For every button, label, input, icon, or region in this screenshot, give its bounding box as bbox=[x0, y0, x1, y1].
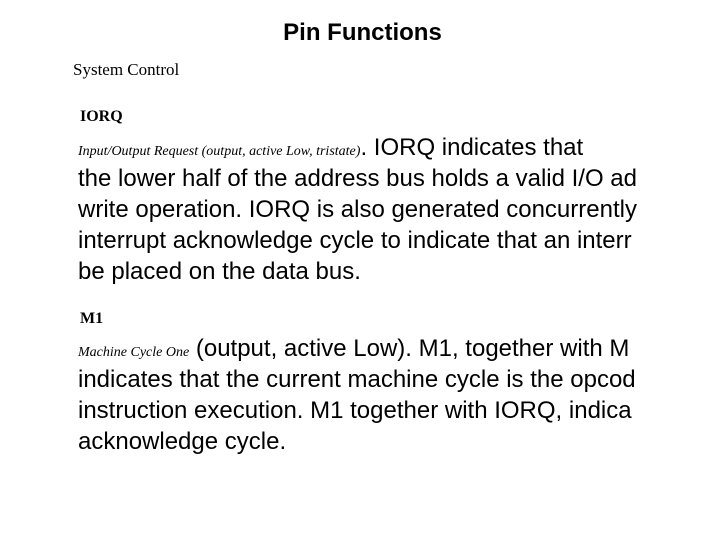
description-line: interrupt acknowledge cycle to indicate that an interr bbox=[78, 227, 632, 254]
pin-name-m1: M1 bbox=[80, 310, 104, 327]
description-text: . IORQ indicates that bbox=[360, 134, 584, 161]
page-title: Pin Functions bbox=[283, 19, 442, 46]
pin-name-iorq: IORQ bbox=[80, 108, 123, 125]
description-line: the lower half of the address bus holds a valid I/O ad bbox=[78, 165, 637, 192]
section-heading: System Control bbox=[73, 60, 180, 79]
pin-label-iorq: Input/Output Request (output, active Low, tristate) bbox=[78, 144, 361, 159]
description-line bbox=[78, 132, 720, 163]
description-text: (output, active Low). M1, together with M bbox=[189, 335, 630, 362]
description-line: acknowledge cycle. bbox=[78, 428, 287, 455]
pin-description-iorq bbox=[78, 132, 720, 287]
pin-label-m1: Machine Cycle One bbox=[78, 345, 190, 360]
description-line: instruction execution. M1 together with IORQ, indica bbox=[78, 397, 632, 424]
description-line: write operation. IORQ is also generated concurrently bbox=[78, 196, 637, 223]
description-line bbox=[78, 333, 720, 364]
pin-description-m1 bbox=[78, 333, 720, 457]
description-line: be placed on the data bus. bbox=[78, 258, 361, 285]
description-line: indicates that the current machine cycle is the opcod bbox=[78, 366, 636, 393]
